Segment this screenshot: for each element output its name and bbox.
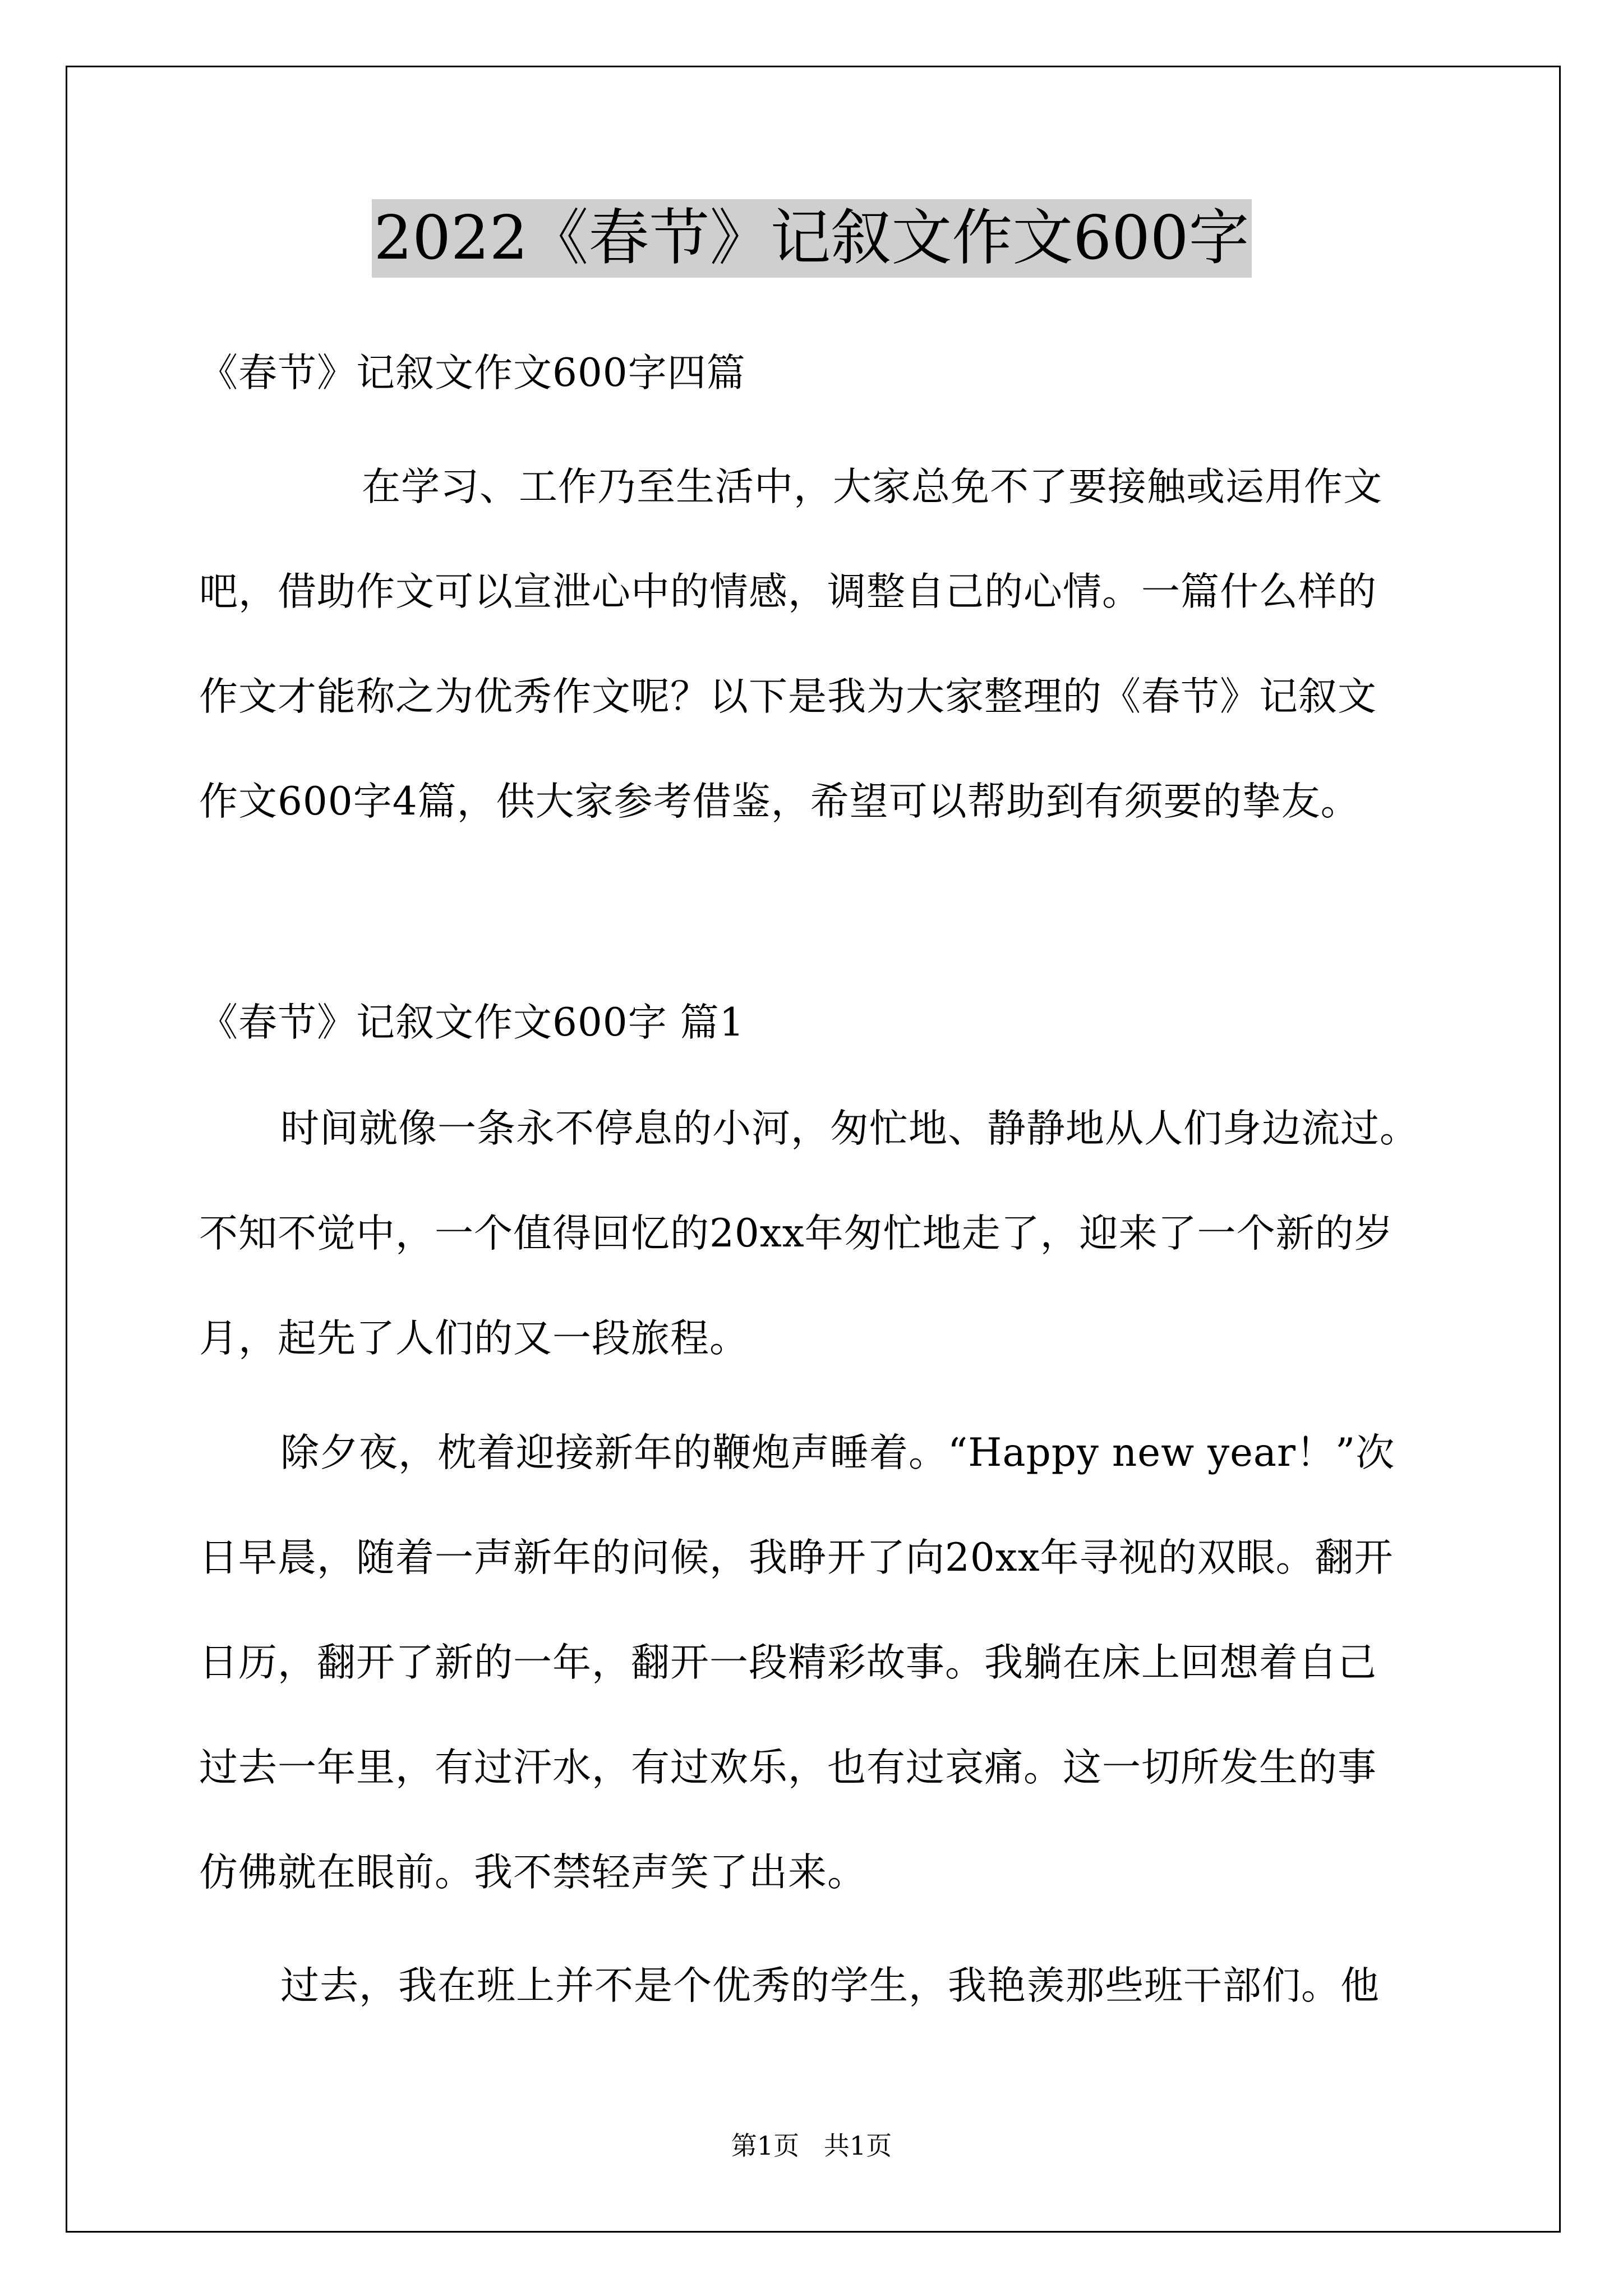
document-title: 2022《春节》记叙文作文600字 bbox=[372, 199, 1252, 278]
title-container bbox=[0, 199, 1623, 278]
paragraph-line: 除夕夜，枕着迎接新年的鞭炮声睡着。“Happy new year！”次 bbox=[280, 1430, 1395, 1475]
page-footer: 第1页 共1页 bbox=[731, 2131, 892, 2161]
intro-line: 作文才能称之为优秀作文呢？以下是我为大家整理的《春节》记叙文 bbox=[199, 674, 1377, 719]
intro-line: 在学习、工作乃至生活中，大家总免不了要接触或运用作文 bbox=[362, 464, 1382, 509]
document-subtitle: 《春节》记叙文作文600字四篇 bbox=[199, 351, 746, 395]
paragraph-line: 日历，翻开了新的一年，翻开一段精彩故事。我躺在床上回想着自己 bbox=[199, 1640, 1377, 1685]
paragraph-line: 过去一年里，有过汗水，有过欢乐，也有过哀痛。这一切所发生的事 bbox=[199, 1745, 1377, 1790]
paragraph-line: 仿佛就在眼前。我不禁轻声笑了出来。 bbox=[199, 1850, 866, 1895]
intro-line: 吧，借助作文可以宣泄心中的情感，调整自己的心情。一篇什么样的 bbox=[199, 569, 1377, 614]
section-heading: 《春节》记叙文作文600字 篇1 bbox=[199, 1000, 745, 1045]
paragraph-line: 时间就像一条永不停息的小河，匆忙地、静静地从人们身边流过。 bbox=[280, 1106, 1419, 1151]
intro-line: 作文600字4篇，供大家参考借鉴，希望可以帮助到有须要的挚友。 bbox=[199, 779, 1360, 824]
paragraph-line: 过去，我在班上并不是个优秀的学生，我艳羡那些班干部们。他 bbox=[280, 1963, 1380, 2008]
paragraph-line: 月，起先了人们的又一段旅程。 bbox=[199, 1316, 749, 1361]
paragraph-line: 日早晨，随着一声新年的问候，我睁开了向20xx年寻视的双眼。翻开 bbox=[199, 1535, 1394, 1580]
paragraph-line: 不知不觉中，一个值得回忆的20xx年匆忙地走了，迎来了一个新的岁 bbox=[199, 1211, 1394, 1256]
